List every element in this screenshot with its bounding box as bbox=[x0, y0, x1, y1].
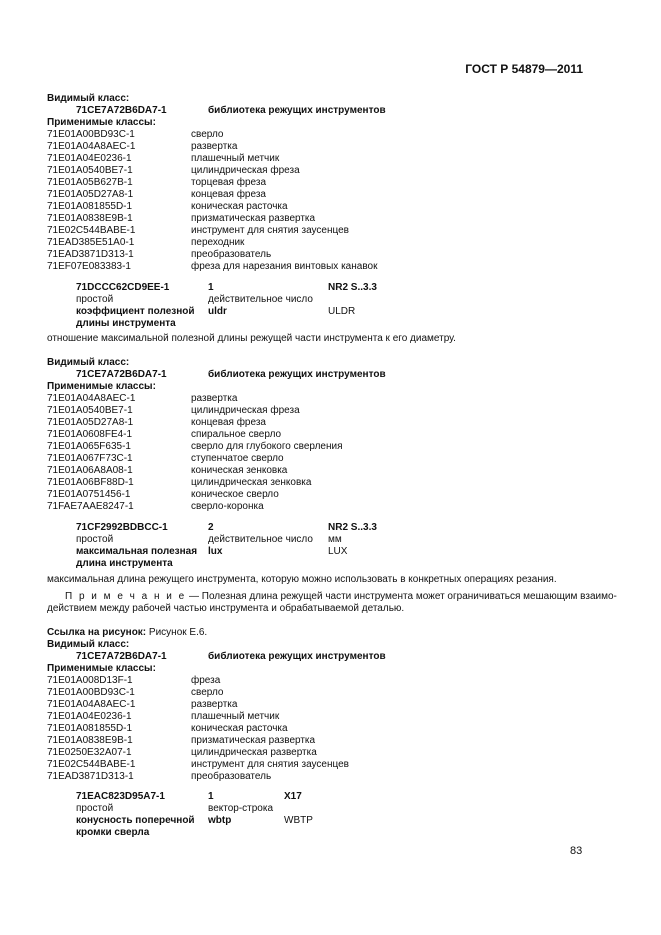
class-id: 71EAD385E51A0-1 bbox=[47, 237, 135, 248]
class-id: 71E02C544BABE-1 bbox=[47, 759, 136, 770]
library-id: 71CE7A72B6DA7-1 bbox=[76, 105, 167, 116]
class-row bbox=[47, 699, 587, 711]
class-name: коническая зенковка bbox=[191, 465, 288, 476]
class-id: 71EF07E083383-1 bbox=[47, 261, 131, 272]
library-name: библиотека режущих инструментов bbox=[208, 651, 386, 662]
class-row bbox=[47, 405, 587, 417]
class-row bbox=[47, 441, 587, 453]
class-row bbox=[47, 249, 587, 261]
property-symbol: lux bbox=[208, 546, 223, 557]
section-1 bbox=[47, 93, 587, 345]
class-name: сверло-коронка bbox=[191, 501, 264, 512]
class-name: концевая фреза bbox=[191, 189, 266, 200]
property-kind: простой bbox=[76, 534, 114, 545]
property-symbol: uldr bbox=[208, 306, 227, 317]
class-name: преобразователь bbox=[191, 771, 272, 782]
property-block bbox=[47, 522, 587, 570]
class-row bbox=[47, 489, 587, 501]
property-kind: простой bbox=[76, 803, 114, 814]
applicable-classes-label: Применимые классы: bbox=[47, 663, 156, 674]
class-id: 71E01A06A8A08-1 bbox=[47, 465, 133, 476]
class-name: переходник bbox=[191, 237, 245, 248]
class-name: развертка bbox=[191, 699, 238, 710]
class-id: 71EAD3871D313-1 bbox=[47, 771, 134, 782]
class-name: призматическая развертка bbox=[191, 735, 316, 746]
property-id: 71CF2992BDBCC-1 bbox=[76, 522, 168, 533]
property-name-line1: конусность поперечной bbox=[76, 815, 195, 826]
figure-ref-label: Ссылка на рисунок: bbox=[47, 627, 147, 638]
class-id: 71E01A04A8AEC-1 bbox=[47, 141, 136, 152]
class-id: 71E01A0838E9B-1 bbox=[47, 213, 133, 224]
class-row bbox=[47, 453, 587, 465]
class-row bbox=[47, 759, 587, 771]
class-row bbox=[47, 261, 587, 273]
property-id: 71DCCC62CD9EE-1 bbox=[76, 282, 170, 293]
note-line-1 bbox=[47, 591, 617, 603]
class-id: 71E01A0540BE7-1 bbox=[47, 405, 133, 416]
class-row bbox=[47, 675, 587, 687]
class-id: 71E01A081855D-1 bbox=[47, 723, 133, 734]
property-count: 2 bbox=[208, 522, 214, 533]
class-id: 71E01A0608FE4-1 bbox=[47, 429, 133, 440]
class-name: цилиндрическая фреза bbox=[191, 405, 300, 416]
class-id: 71E01A00BD93C-1 bbox=[47, 129, 135, 140]
class-name: развертка bbox=[191, 141, 238, 152]
class-name: ступенчатое сверло bbox=[191, 453, 284, 464]
class-row bbox=[47, 165, 587, 177]
property-code: ULDR bbox=[328, 306, 356, 317]
class-name: преобразователь bbox=[191, 249, 272, 260]
class-name: плашечный метчик bbox=[191, 153, 280, 164]
property-type: действительное число bbox=[208, 294, 313, 305]
class-name: коническая расточка bbox=[191, 201, 288, 212]
class-id: 71E01A0751456-1 bbox=[47, 489, 131, 500]
class-id: 71E01A04A8AEC-1 bbox=[47, 699, 136, 710]
class-row bbox=[47, 501, 587, 513]
class-row bbox=[47, 177, 587, 189]
class-row bbox=[47, 687, 587, 699]
class-row bbox=[47, 189, 587, 201]
class-id: 71E0250E32A07-1 bbox=[47, 747, 132, 758]
library-name: библиотека режущих инструментов bbox=[208, 105, 386, 116]
class-row bbox=[47, 477, 587, 489]
page-number: 83 bbox=[570, 845, 583, 857]
note-line-2: действием между рабочей частью инструмента и обрабатываемой деталью. bbox=[47, 603, 405, 614]
class-list bbox=[47, 393, 587, 513]
property-type: действительное число bbox=[208, 534, 313, 545]
library-row bbox=[47, 651, 587, 663]
page-header-standard: ГОСТ Р 54879—2011 bbox=[465, 62, 583, 76]
property-name-line2: длины инструмента bbox=[76, 318, 176, 329]
class-id: 71E01A04E0236-1 bbox=[47, 153, 132, 164]
class-name: призматическая развертка bbox=[191, 213, 316, 224]
property-count: 1 bbox=[208, 282, 214, 293]
class-name: плашечный метчик bbox=[191, 711, 280, 722]
class-id: 71E01A0540BE7-1 bbox=[47, 165, 133, 176]
class-row bbox=[47, 153, 587, 165]
class-name: развертка bbox=[191, 393, 238, 404]
definition-text: максимальная длина режущего инструмента, которую можно использовать в конкретных операциях резания. bbox=[47, 574, 557, 585]
property-type: вектор-строка bbox=[208, 803, 274, 814]
class-row bbox=[47, 747, 587, 759]
property-name-line1: коэффициент полезной bbox=[76, 306, 195, 317]
figure-reference bbox=[47, 627, 587, 639]
class-name: спиральное сверло bbox=[191, 429, 282, 440]
class-name: концевая фреза bbox=[191, 417, 266, 428]
property-ref: NR2 S..3.3 bbox=[328, 282, 377, 293]
property-code: WBTP bbox=[284, 815, 313, 826]
class-name: фреза для нарезания винтовых канавок bbox=[191, 261, 378, 272]
class-row bbox=[47, 225, 587, 237]
class-name: цилиндрическая зенковка bbox=[191, 477, 312, 488]
class-name: коническое сверло bbox=[191, 489, 279, 500]
library-row bbox=[47, 105, 587, 117]
library-row bbox=[47, 369, 587, 381]
class-name: торцевая фреза bbox=[191, 177, 266, 188]
property-ref: X17 bbox=[284, 791, 302, 802]
visible-class-label: Видимый класс: bbox=[47, 357, 130, 368]
class-name: фреза bbox=[191, 675, 221, 686]
class-name: инструмент для снятия заусенцев bbox=[191, 759, 349, 770]
definition-text: отношение максимальной полезной длины режущей части инструмента к его диаметру. bbox=[47, 333, 456, 344]
class-id: 71FAE7AAE8247-1 bbox=[47, 501, 134, 512]
class-name: коническая расточка bbox=[191, 723, 288, 734]
applicable-classes-label: Применимые классы: bbox=[47, 117, 156, 128]
library-name: библиотека режущих инструментов bbox=[208, 369, 386, 380]
property-symbol: wbtp bbox=[208, 815, 232, 826]
class-name: сверло bbox=[191, 129, 224, 140]
property-kind: простой bbox=[76, 294, 114, 305]
class-row bbox=[47, 393, 587, 405]
class-row bbox=[47, 771, 587, 783]
class-list bbox=[47, 675, 587, 783]
note-text: — Полезная длина режущей части инструмента может ограничиваться мешающим взаимо- bbox=[186, 591, 617, 602]
property-unit: мм bbox=[328, 534, 342, 545]
class-id: 71E01A00BD93C-1 bbox=[47, 687, 135, 698]
class-id: 71E01A05D27A8-1 bbox=[47, 189, 134, 200]
class-name: цилиндрическая развертка bbox=[191, 747, 317, 758]
library-id: 71CE7A72B6DA7-1 bbox=[76, 651, 167, 662]
class-row bbox=[47, 141, 587, 153]
class-row bbox=[47, 237, 587, 249]
class-name: цилиндрическая фреза bbox=[191, 165, 300, 176]
class-row bbox=[47, 735, 587, 747]
property-ref: NR2 S..3.3 bbox=[328, 522, 377, 533]
visible-class-label: Видимый класс: bbox=[47, 639, 130, 650]
figure-ref-value: Рисунок Е.6. bbox=[146, 627, 208, 638]
class-name: сверло для глубокого сверления bbox=[191, 441, 343, 452]
library-id: 71CE7A72B6DA7-1 bbox=[76, 369, 167, 380]
class-row bbox=[47, 417, 587, 429]
property-name-line2: длина инструмента bbox=[76, 558, 173, 569]
property-name-line1: максимальная полезная bbox=[76, 546, 198, 557]
section-2 bbox=[47, 357, 617, 615]
note-label: П р и м е ч а н и е bbox=[65, 591, 187, 602]
property-block bbox=[47, 791, 587, 839]
class-id: 71E01A081855D-1 bbox=[47, 201, 133, 212]
property-id: 71EAC823D95A7-1 bbox=[76, 791, 165, 802]
class-id: 71EAD3871D313-1 bbox=[47, 249, 134, 260]
property-count: 1 bbox=[208, 791, 214, 802]
class-id: 71E01A04A8AEC-1 bbox=[47, 393, 136, 404]
class-row bbox=[47, 213, 587, 225]
class-id: 71E01A0838E9B-1 bbox=[47, 735, 133, 746]
class-list bbox=[47, 129, 587, 273]
class-row bbox=[47, 429, 587, 441]
class-id: 71E02C544BABE-1 bbox=[47, 225, 136, 236]
property-code: LUX bbox=[328, 546, 348, 557]
class-id: 71E01A06BF88D-1 bbox=[47, 477, 134, 488]
class-name: инструмент для снятия заусенцев bbox=[191, 225, 349, 236]
section-3 bbox=[47, 627, 587, 839]
class-id: 71E01A05D27A8-1 bbox=[47, 417, 134, 428]
class-id: 71E01A04E0236-1 bbox=[47, 711, 132, 722]
applicable-classes-label: Применимые классы: bbox=[47, 381, 156, 392]
property-block bbox=[47, 282, 587, 330]
class-row bbox=[47, 711, 587, 723]
class-row bbox=[47, 465, 587, 477]
class-id: 71E01A067F73C-1 bbox=[47, 453, 133, 464]
class-name: сверло bbox=[191, 687, 224, 698]
class-row bbox=[47, 201, 587, 213]
property-name-line2: кромки сверла bbox=[76, 827, 150, 838]
class-id: 71E01A008D13F-1 bbox=[47, 675, 133, 686]
class-id: 71E01A05B627B-1 bbox=[47, 177, 133, 188]
class-id: 71E01A065F635-1 bbox=[47, 441, 131, 452]
visible-class-label: Видимый класс: bbox=[47, 93, 130, 104]
class-row bbox=[47, 129, 587, 141]
class-row bbox=[47, 723, 587, 735]
